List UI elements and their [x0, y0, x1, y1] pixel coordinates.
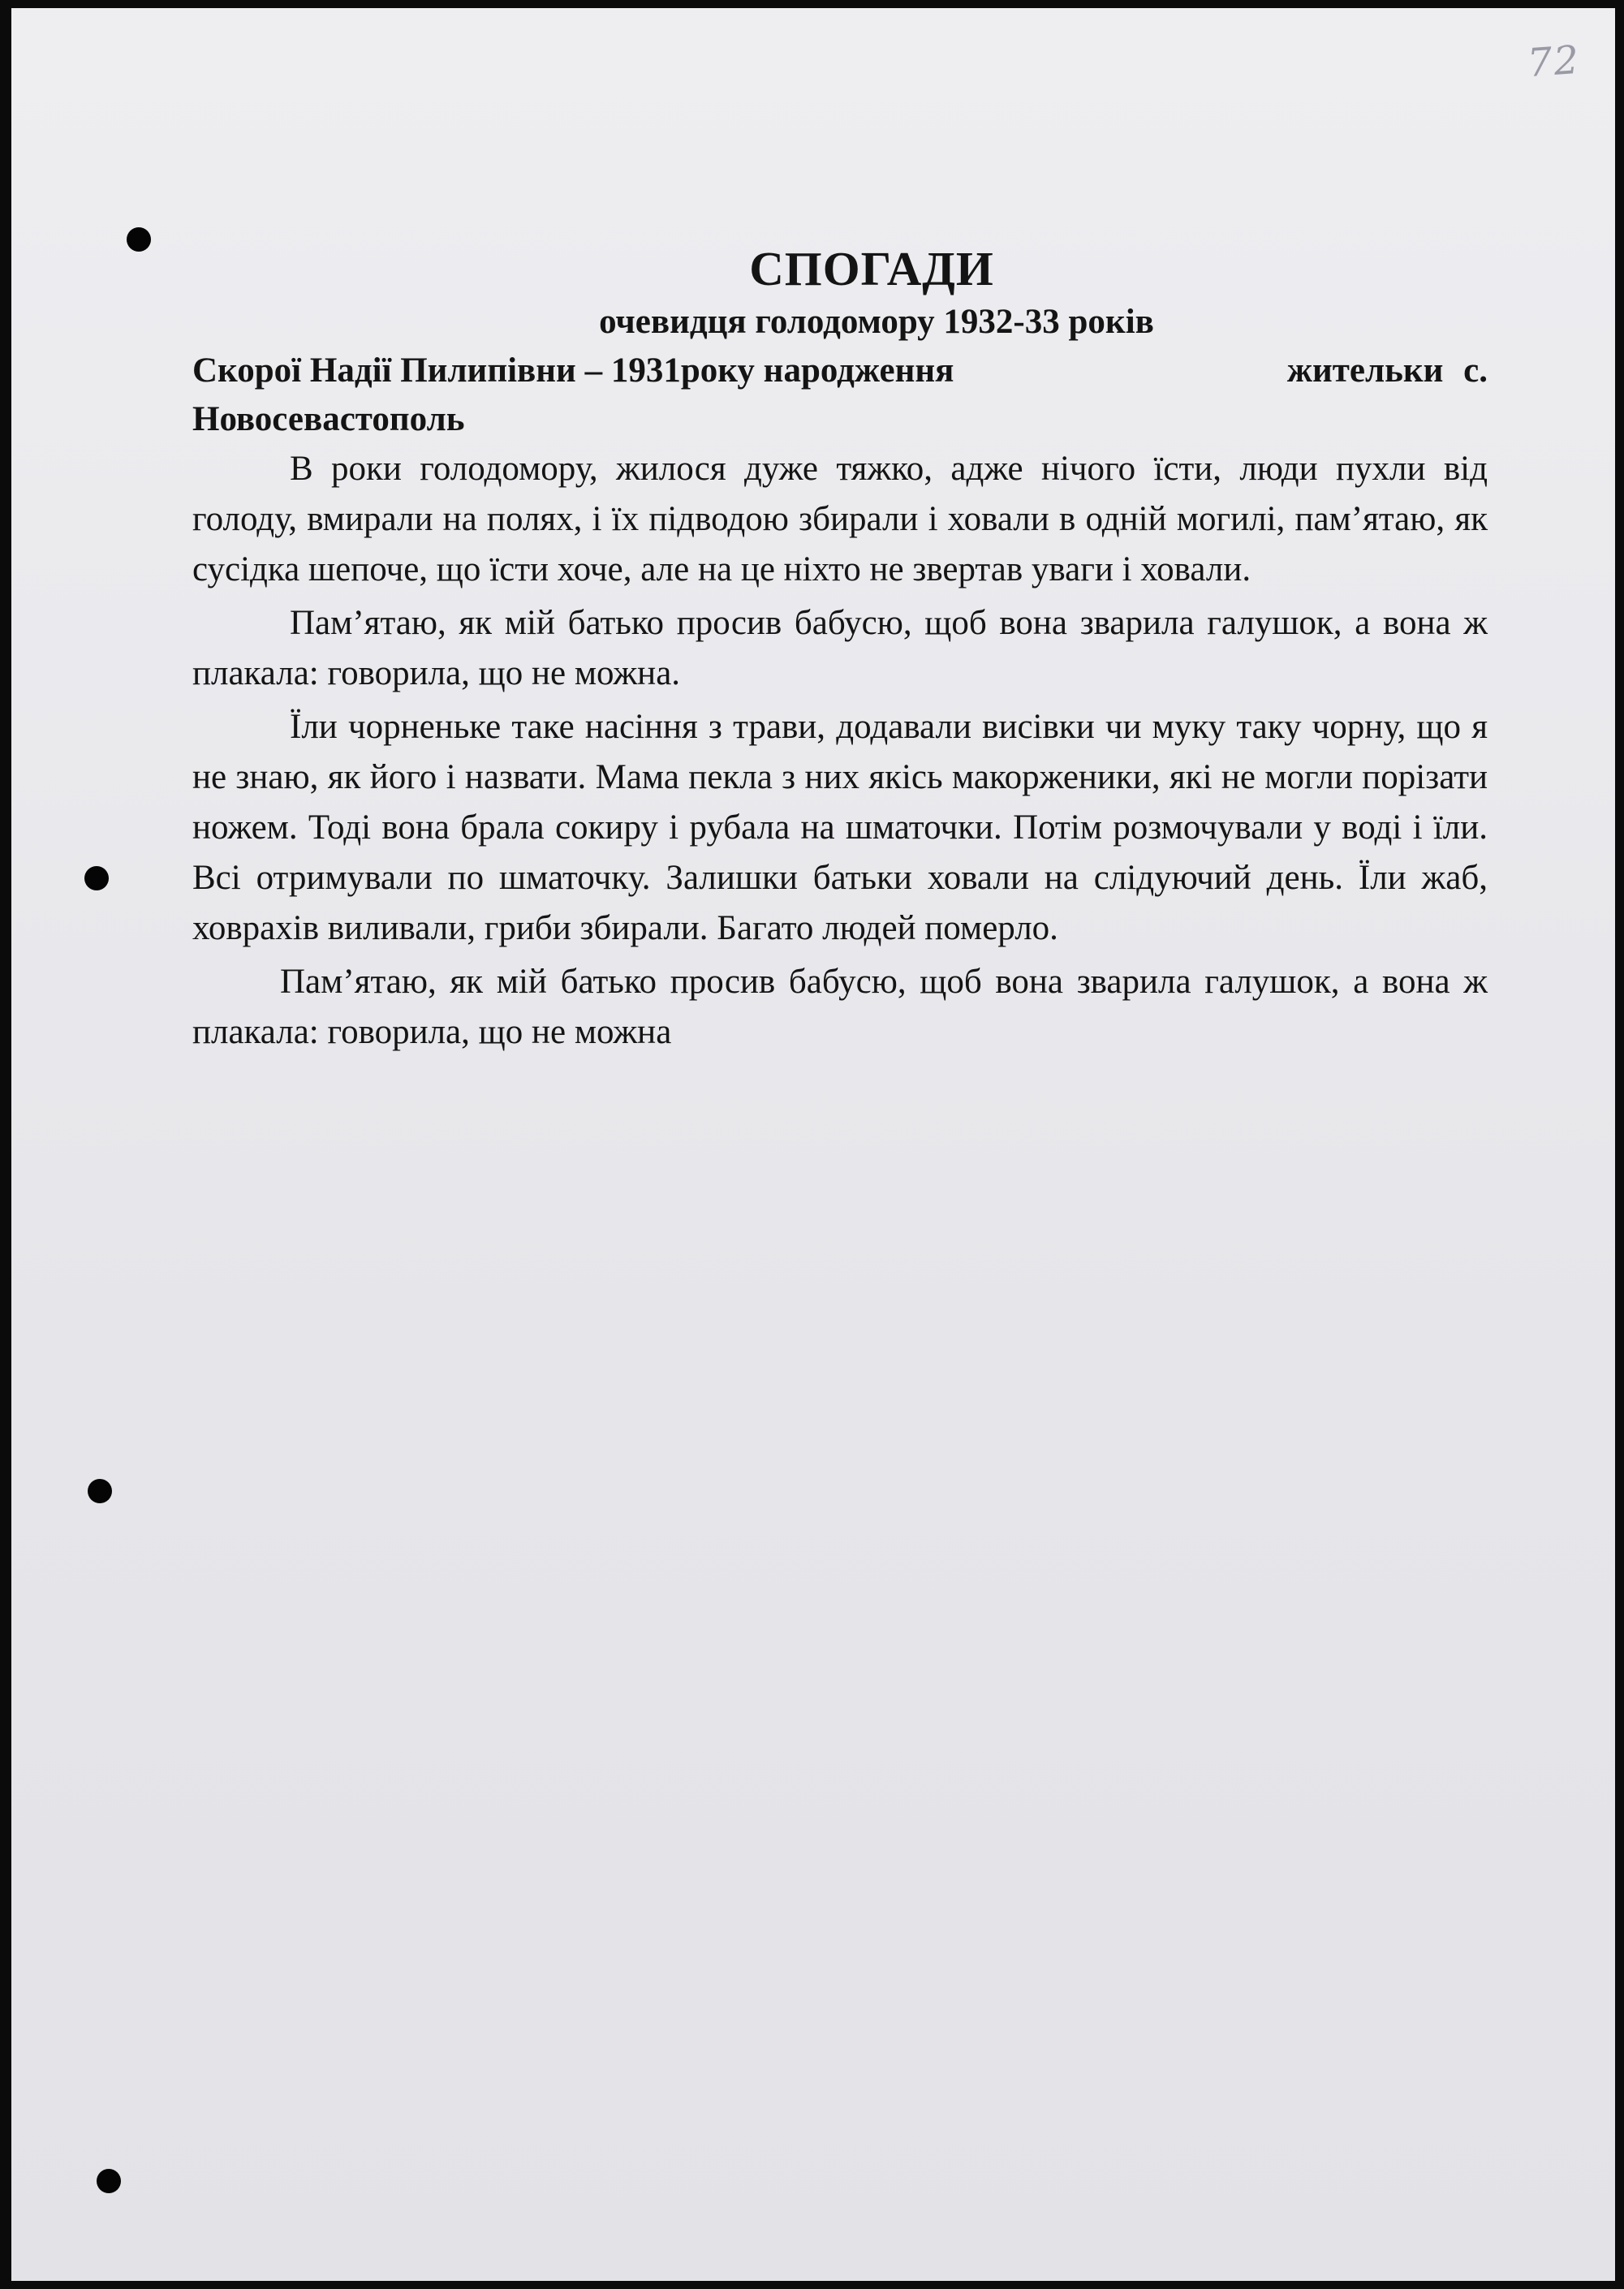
paragraph-2: Пам’ятаю, як мій батько просив бабусю, щоб вона зварила галушок, а вона ж плакала: говорила, що не можна.: [192, 604, 1488, 692]
document-title: СПОГАДИ: [749, 242, 994, 295]
author-block: [192, 347, 1488, 444]
author-name: Скорої Надії Пилипівни – 1931року народження: [192, 351, 954, 390]
punch-hole-4: [97, 2169, 121, 2193]
paragraph-1: В роки голодомору, жилося дуже тяжко, адже нічого їсти, люди пухли від голоду, вмирали на полях, і їх підводою збирали і ховали в одній могилі, пам’ятаю, як сусідка шепоче, що їсти хоче, але на це ніхто не звертав уваги і ховали.: [192, 450, 1488, 588]
handwritten-page-number: 72: [1526, 37, 1582, 87]
author-residence-label: жительки с.: [1286, 351, 1488, 390]
document-subtitle: очевидця голодомору 1932-33 років: [599, 303, 1154, 341]
author-line-1: [192, 347, 1488, 395]
punch-hole-2: [84, 866, 109, 890]
punch-hole-3: [88, 1479, 112, 1503]
paragraph-3: Їли чорненьке таке насіння з трави, додавали висівки чи муку таку чорну, що я не знаю, як його і назвати. Мама пекла з них якісь макорженики, які не могли порізати ножем. Тоді вона брала сокиру і рубала на шматочки. Потім розмочували у воді і їли. Всі отримували по шматочку. Залишки батьки ховали на слідуючий день. Їли жаб, ховрахів виливали, гриби збирали. Багато людей померло.: [192, 708, 1488, 947]
document-content: [192, 239, 1488, 1061]
paragraph-4: Пам’ятаю, як мій батько просив бабусю, щоб вона зварила галушок, а вона ж плакала: говорила, що не можна: [192, 963, 1488, 1051]
author-village: Новосевастополь: [192, 400, 465, 438]
punch-hole-1: [127, 227, 151, 252]
